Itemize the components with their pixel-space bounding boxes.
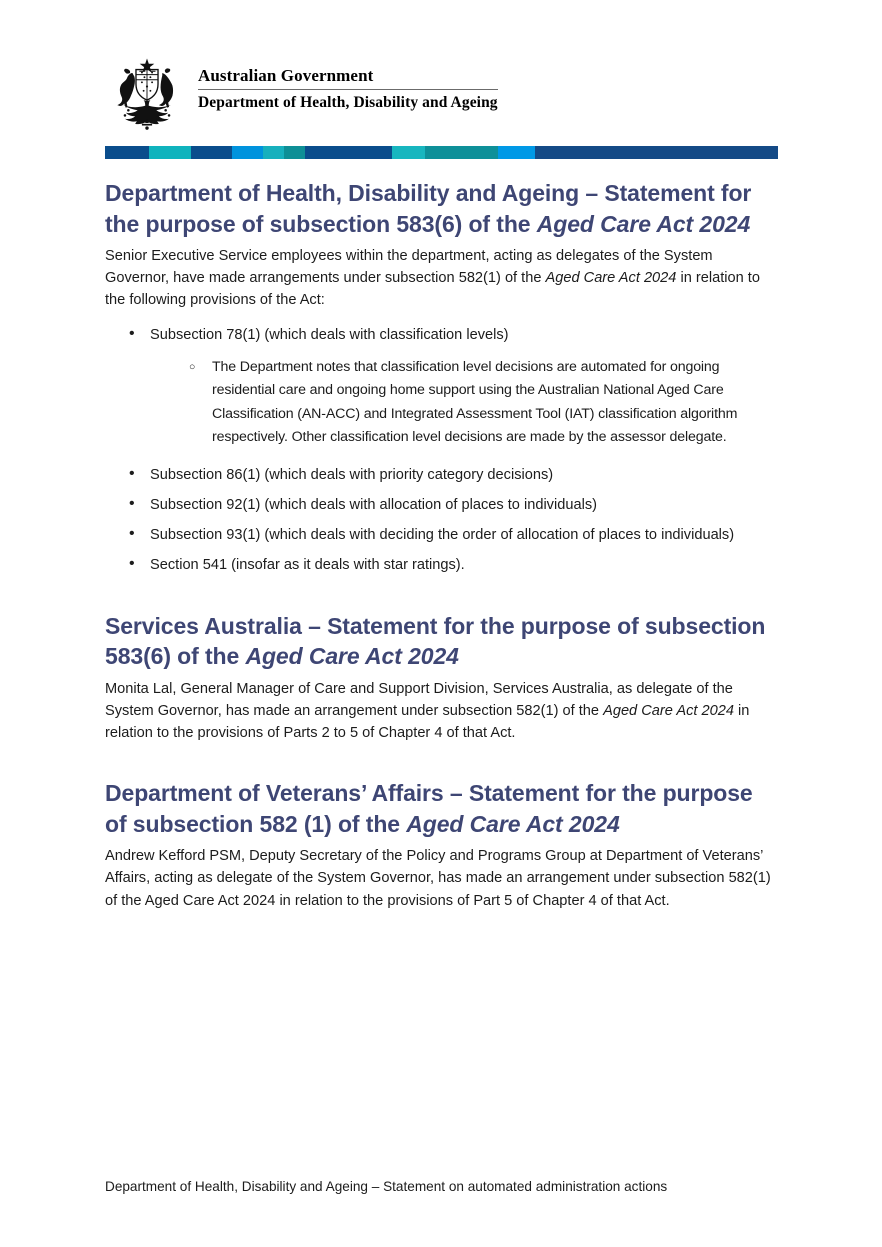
department-name-label: Department of Health, Disability and Ageing xyxy=(198,94,498,111)
list-item: • Subsection 78(1) (which deals with classification levels) xyxy=(105,324,780,346)
provisions-sublist xyxy=(105,356,780,450)
section-2-act-title: Aged Care Act 2024 xyxy=(603,702,734,719)
section-1-act-title: Aged Care Act 2024 xyxy=(545,270,677,287)
brand-colour-band xyxy=(105,146,778,159)
colour-band-segment-10 xyxy=(535,146,778,159)
heading-1-act-title: Aged Care Act 2024 xyxy=(536,210,751,237)
heading-3-act-title: Aged Care Act 2024 xyxy=(406,810,620,837)
colour-band-segment-9 xyxy=(498,146,535,159)
document-body xyxy=(105,178,780,916)
branding-text-block xyxy=(198,56,498,112)
provisions-list-continued xyxy=(105,464,780,577)
colour-band-segment-3 xyxy=(232,146,263,159)
colour-band-segment-2 xyxy=(191,146,232,159)
heading-2-act-title: Aged Care Act 2024 xyxy=(245,643,459,670)
australian-government-label: Australian Government xyxy=(198,66,374,85)
department-branding xyxy=(104,56,498,134)
page-title xyxy=(105,178,780,239)
section-2-part-a: Monita Lal, General Manager of Care and Support Division, Services Australia, as delegate of the System Governor, has made an arrangement under subsection 582(1) of the xyxy=(105,680,733,719)
list-item: • Subsection 86(1) (which deals with priority category decisions) xyxy=(105,464,780,486)
australian-coat-of-arms-icon xyxy=(104,56,190,134)
page-footer: Department of Health, Disability and Ageing – Statement on automated administration actions xyxy=(105,1179,668,1194)
services-australia-heading xyxy=(105,611,780,672)
veterans-affairs-heading xyxy=(105,778,780,839)
colour-band-segment-8 xyxy=(425,146,498,159)
colour-band-segment-0 xyxy=(105,146,149,159)
provisions-list xyxy=(105,324,780,346)
heading-3-text: Department of Veterans’ Affairs – Statement for the purpose of subsection 582 (1) of the xyxy=(105,780,753,837)
colour-band-segment-5 xyxy=(284,146,305,159)
list-item: • Section 541 (insofar as it deals with star ratings). xyxy=(105,554,780,576)
services-australia-paragraph xyxy=(105,678,780,745)
colour-band-segment-7 xyxy=(392,146,425,159)
heading-2-text: Services Australia – Statement for the purpose of subsection 583(6) of the xyxy=(105,612,766,670)
list-item: • Subsection 93(1) (which deals with deciding the order of allocation of places to individuals) xyxy=(105,524,780,546)
list-item: • Subsection 92(1) (which deals with allocation of places to individuals) xyxy=(105,494,780,516)
branding-divider xyxy=(198,89,498,90)
list-item: ○ The Department notes that classification level decisions are automated for ongoing residential care and ongoing home support using the Australian National Aged Care Classification (AN-ACC) and Integrated Assessment Tool (IAT) classification algorithm respectively. Other classification level decisions are made by the assessor delegate. xyxy=(105,356,780,450)
section-1-intro-part-b: in relation to the following provisions of the Act: xyxy=(105,270,760,309)
heading-1-text: Department of Health, Disability and Ageing – Statement for the purpose of subsection 583(6) of the xyxy=(105,180,752,237)
section-1-intro-part-a: Senior Executive Service employees within the department, acting as delegates of the System Governor, have made arrangements under subsection 582(1) of the xyxy=(105,248,713,287)
section-2-part-b: in relation to the provisions of Parts 2 to 5 of Chapter 4 of that Act. xyxy=(105,702,750,742)
colour-band-segment-4 xyxy=(263,146,284,159)
section-1-intro-paragraph xyxy=(105,245,780,312)
colour-band-segment-1 xyxy=(149,146,191,159)
veterans-affairs-paragraph: Andrew Kefford PSM, Deputy Secretary of the Policy and Programs Group at Department of Veterans’ Affairs, acting as delegate of the System Governor, has made an arrangement under subsection 582(1) of the Aged Care Act 2024 in relation to the provisions of Part 5 of Chapter 4 of that Act. xyxy=(105,848,771,909)
colour-band-segment-6 xyxy=(305,146,392,159)
